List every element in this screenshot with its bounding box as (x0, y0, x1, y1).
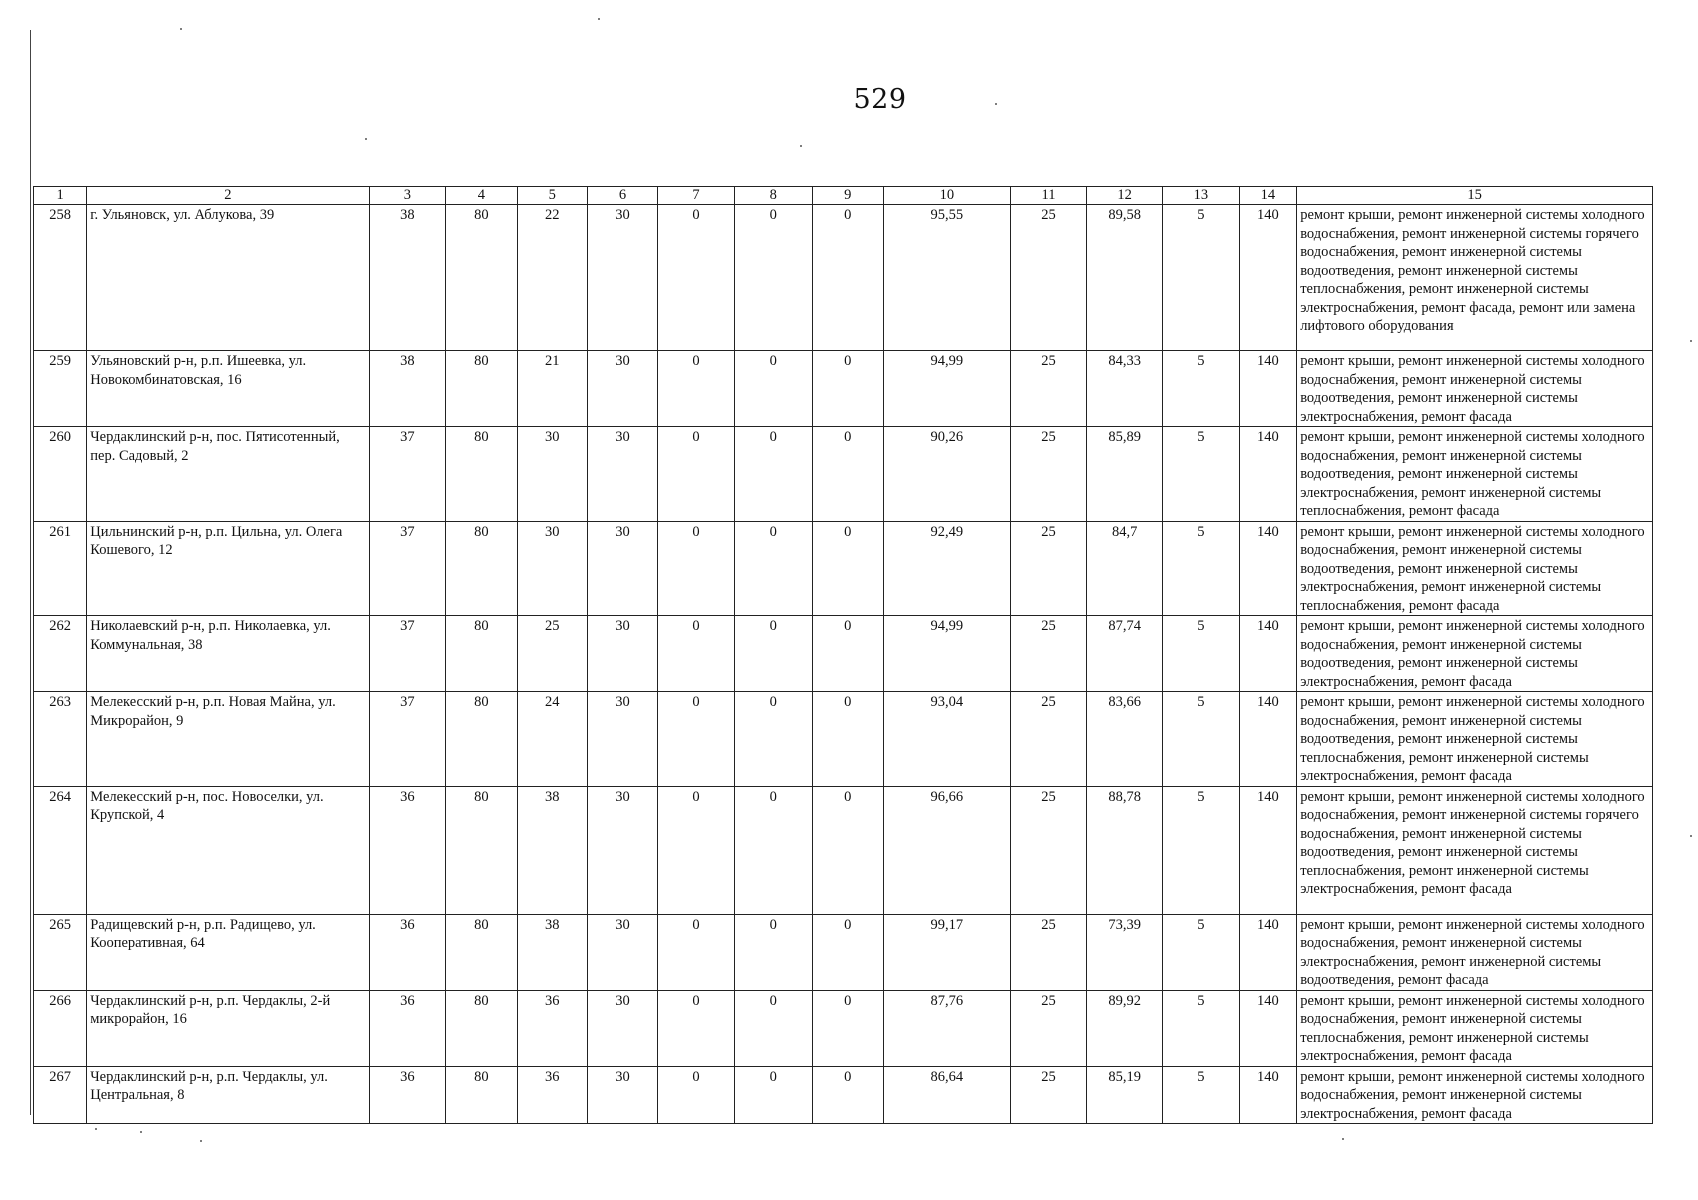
scan-speck (95, 1128, 97, 1130)
cell-col12: 88,78 (1087, 786, 1163, 914)
repair-program-table (33, 186, 1653, 1124)
cell-col13: 5 (1162, 351, 1239, 427)
cell-col6: 30 (587, 616, 657, 692)
table-row (34, 914, 1653, 990)
cell-col14: 140 (1239, 205, 1297, 351)
cell-col11: 25 (1010, 427, 1087, 522)
cell-col5: 30 (517, 521, 587, 616)
cell-col6: 30 (587, 351, 657, 427)
cell-col10: 99,17 (883, 914, 1010, 990)
column-header: 8 (734, 187, 812, 205)
cell-address: Ульяновский р-н, р.п. Ишеевка, ул. Новокомбинатовская, 16 (87, 351, 369, 427)
cell-col6: 30 (587, 205, 657, 351)
cell-col14: 140 (1239, 914, 1297, 990)
cell-col4: 80 (446, 914, 517, 990)
column-header: 3 (369, 187, 446, 205)
cell-col13: 5 (1162, 914, 1239, 990)
cell-col10: 93,04 (883, 692, 1010, 787)
cell-col14: 140 (1239, 692, 1297, 787)
cell-col7: 0 (658, 616, 735, 692)
cell-col10: 96,66 (883, 786, 1010, 914)
cell-col4: 80 (446, 1066, 517, 1124)
cell-row-number: 266 (34, 990, 87, 1066)
cell-col6: 30 (587, 786, 657, 914)
cell-col3: 36 (369, 914, 446, 990)
cell-col6: 30 (587, 914, 657, 990)
table-row (34, 616, 1653, 692)
cell-col12: 85,89 (1087, 427, 1163, 522)
cell-col7: 0 (658, 692, 735, 787)
cell-col10: 94,99 (883, 616, 1010, 692)
cell-col6: 30 (587, 1066, 657, 1124)
table-row (34, 351, 1653, 427)
scan-speck (1690, 340, 1692, 342)
cell-col5: 24 (517, 692, 587, 787)
cell-col12: 84,33 (1087, 351, 1163, 427)
cell-col12: 89,92 (1087, 990, 1163, 1066)
cell-col6: 30 (587, 427, 657, 522)
column-header: 1 (34, 187, 87, 205)
cell-row-number: 260 (34, 427, 87, 522)
column-header: 15 (1297, 187, 1653, 205)
cell-col5: 22 (517, 205, 587, 351)
table-row (34, 427, 1653, 522)
cell-row-number: 267 (34, 1066, 87, 1124)
cell-address: Николаевский р-н, р.п. Николаевка, ул. Коммунальная, 38 (87, 616, 369, 692)
cell-col3: 37 (369, 616, 446, 692)
scan-speck (180, 28, 182, 30)
cell-work-types: ремонт крыши, ремонт инженерной системы холодного водоснабжения, ремонт инженерной системы горячего водоснабжения, ремонт инженерной системы водоотведения, ремонт инженерной системы теплоснабжения, ремонт инженерной системы электроснабжения, ремонт фасада (1297, 786, 1653, 914)
cell-col9: 0 (812, 692, 883, 787)
cell-col12: 73,39 (1087, 914, 1163, 990)
cell-col8: 0 (734, 692, 812, 787)
column-header: 14 (1239, 187, 1297, 205)
cell-col11: 25 (1010, 786, 1087, 914)
scan-speck (800, 145, 802, 147)
cell-col11: 25 (1010, 1066, 1087, 1124)
cell-row-number: 261 (34, 521, 87, 616)
column-header: 10 (883, 187, 1010, 205)
cell-col4: 80 (446, 616, 517, 692)
cell-work-types: ремонт крыши, ремонт инженерной системы холодного водоснабжения, ремонт инженерной системы электроснабжения, ремонт фасада (1297, 1066, 1653, 1124)
cell-col12: 84,7 (1087, 521, 1163, 616)
scan-speck (1690, 835, 1692, 837)
cell-work-types: ремонт крыши, ремонт инженерной системы холодного водоснабжения, ремонт инженерной системы водоотведения, ремонт инженерной системы электроснабжения, ремонт фасада (1297, 616, 1653, 692)
cell-col12: 83,66 (1087, 692, 1163, 787)
cell-work-types: ремонт крыши, ремонт инженерной системы холодного водоснабжения, ремонт инженерной системы теплоснабжения, ремонт инженерной системы электроснабжения, ремонт фасада (1297, 990, 1653, 1066)
cell-col4: 80 (446, 351, 517, 427)
cell-col5: 36 (517, 990, 587, 1066)
cell-col8: 0 (734, 914, 812, 990)
column-header: 5 (517, 187, 587, 205)
cell-col8: 0 (734, 990, 812, 1066)
table-row (34, 521, 1653, 616)
cell-col7: 0 (658, 427, 735, 522)
page-number: 529 (853, 84, 907, 115)
cell-col8: 0 (734, 521, 812, 616)
cell-col3: 37 (369, 692, 446, 787)
cell-address: Чердаклинский р-н, пос. Пятисотенный, пер. Садовый, 2 (87, 427, 369, 522)
column-header: 12 (1087, 187, 1163, 205)
cell-col3: 36 (369, 786, 446, 914)
cell-col3: 36 (369, 1066, 446, 1124)
cell-col8: 0 (734, 351, 812, 427)
scan-speck (1342, 1138, 1344, 1140)
cell-col11: 25 (1010, 692, 1087, 787)
cell-col13: 5 (1162, 786, 1239, 914)
table-row (34, 692, 1653, 787)
cell-col9: 0 (812, 427, 883, 522)
cell-col5: 36 (517, 1066, 587, 1124)
cell-address: Чердаклинский р-н, р.п. Чердаклы, 2-й микрорайон, 16 (87, 990, 369, 1066)
cell-col6: 30 (587, 521, 657, 616)
cell-work-types: ремонт крыши, ремонт инженерной системы холодного водоснабжения, ремонт инженерной системы водоотведения, ремонт инженерной системы электроснабжения, ремонт инженерной системы теплоснабжения, ремонт фасада (1297, 521, 1653, 616)
cell-col8: 0 (734, 786, 812, 914)
cell-col4: 80 (446, 205, 517, 351)
cell-col13: 5 (1162, 616, 1239, 692)
cell-col7: 0 (658, 521, 735, 616)
column-header: 4 (446, 187, 517, 205)
cell-col5: 25 (517, 616, 587, 692)
cell-address: г. Ульяновск, ул. Аблукова, 39 (87, 205, 369, 351)
cell-col8: 0 (734, 427, 812, 522)
cell-col14: 140 (1239, 616, 1297, 692)
cell-col13: 5 (1162, 427, 1239, 522)
cell-col7: 0 (658, 205, 735, 351)
cell-work-types: ремонт крыши, ремонт инженерной системы холодного водоснабжения, ремонт инженерной системы водоотведения, ремонт инженерной системы теплоснабжения, ремонт инженерной системы электроснабжения, ремонт фасада (1297, 692, 1653, 787)
cell-col14: 140 (1239, 1066, 1297, 1124)
cell-col11: 25 (1010, 616, 1087, 692)
cell-col3: 37 (369, 521, 446, 616)
cell-address: Мелекесский р-н, р.п. Новая Майна, ул. Микрорайон, 9 (87, 692, 369, 787)
cell-work-types: ремонт крыши, ремонт инженерной системы холодного водоснабжения, ремонт инженерной системы водоотведения, ремонт инженерной системы электроснабжения, ремонт фасада (1297, 351, 1653, 427)
column-header: 6 (587, 187, 657, 205)
scan-speck (995, 103, 997, 105)
cell-col6: 30 (587, 692, 657, 787)
cell-col6: 30 (587, 990, 657, 1066)
cell-col9: 0 (812, 786, 883, 914)
cell-col5: 38 (517, 786, 587, 914)
scan-speck (200, 1140, 202, 1142)
cell-col13: 5 (1162, 692, 1239, 787)
cell-col4: 80 (446, 521, 517, 616)
cell-work-types: ремонт крыши, ремонт инженерной системы холодного водоснабжения, ремонт инженерной системы электроснабжения, ремонт инженерной системы водоотведения, ремонт фасада (1297, 914, 1653, 990)
scan-speck (365, 138, 367, 140)
cell-col14: 140 (1239, 990, 1297, 1066)
cell-col7: 0 (658, 914, 735, 990)
cell-col11: 25 (1010, 990, 1087, 1066)
table-row (34, 786, 1653, 914)
cell-row-number: 259 (34, 351, 87, 427)
cell-col5: 38 (517, 914, 587, 990)
cell-col7: 0 (658, 990, 735, 1066)
cell-col3: 36 (369, 990, 446, 1066)
cell-col10: 95,55 (883, 205, 1010, 351)
cell-row-number: 258 (34, 205, 87, 351)
cell-col10: 87,76 (883, 990, 1010, 1066)
table-row (34, 1066, 1653, 1124)
cell-col7: 0 (658, 1066, 735, 1124)
cell-col14: 140 (1239, 786, 1297, 914)
cell-col9: 0 (812, 351, 883, 427)
cell-col3: 38 (369, 205, 446, 351)
cell-col9: 0 (812, 521, 883, 616)
cell-col5: 30 (517, 427, 587, 522)
cell-col4: 80 (446, 786, 517, 914)
cell-col9: 0 (812, 616, 883, 692)
cell-col7: 0 (658, 786, 735, 914)
cell-col14: 140 (1239, 427, 1297, 522)
column-header: 13 (1162, 187, 1239, 205)
cell-col10: 94,99 (883, 351, 1010, 427)
cell-col11: 25 (1010, 521, 1087, 616)
cell-work-types: ремонт крыши, ремонт инженерной системы холодного водоснабжения, ремонт инженерной системы горячего водоснабжения, ремонт инженерной системы водоотведения, ремонт инженерной системы теплоснабжения, ремонт инженерной системы электроснабжения, ремонт фасада, ремонт или замена лифтового оборудования (1297, 205, 1653, 351)
cell-col9: 0 (812, 990, 883, 1066)
cell-col8: 0 (734, 205, 812, 351)
cell-col4: 80 (446, 990, 517, 1066)
column-header: 9 (812, 187, 883, 205)
cell-col7: 0 (658, 351, 735, 427)
cell-row-number: 264 (34, 786, 87, 914)
cell-row-number: 262 (34, 616, 87, 692)
column-header: 2 (87, 187, 369, 205)
scan-speck (140, 1131, 142, 1133)
cell-col14: 140 (1239, 351, 1297, 427)
scan-left-edge-line (30, 30, 31, 1115)
cell-col11: 25 (1010, 205, 1087, 351)
cell-col12: 89,58 (1087, 205, 1163, 351)
table-row (34, 990, 1653, 1066)
cell-col10: 92,49 (883, 521, 1010, 616)
cell-col11: 25 (1010, 351, 1087, 427)
scan-speck (598, 18, 600, 20)
cell-col9: 0 (812, 1066, 883, 1124)
cell-col12: 85,19 (1087, 1066, 1163, 1124)
cell-col13: 5 (1162, 1066, 1239, 1124)
column-header: 7 (658, 187, 735, 205)
cell-col8: 0 (734, 1066, 812, 1124)
cell-row-number: 263 (34, 692, 87, 787)
cell-address: Мелекесский р-н, пос. Новоселки, ул. Крупской, 4 (87, 786, 369, 914)
cell-address: Цильнинский р-н, р.п. Цильна, ул. Олега Кошевого, 12 (87, 521, 369, 616)
cell-col9: 0 (812, 914, 883, 990)
cell-col10: 86,64 (883, 1066, 1010, 1124)
cell-col10: 90,26 (883, 427, 1010, 522)
cell-col3: 37 (369, 427, 446, 522)
cell-col13: 5 (1162, 521, 1239, 616)
cell-col11: 25 (1010, 914, 1087, 990)
cell-col13: 5 (1162, 205, 1239, 351)
cell-address: Чердаклинский р-н, р.п. Чердаклы, ул. Центральная, 8 (87, 1066, 369, 1124)
cell-col9: 0 (812, 205, 883, 351)
cell-col4: 80 (446, 692, 517, 787)
cell-col13: 5 (1162, 990, 1239, 1066)
cell-work-types: ремонт крыши, ремонт инженерной системы холодного водоснабжения, ремонт инженерной системы водоотведения, ремонт инженерной системы электроснабжения, ремонт инженерной системы теплоснабжения, ремонт фасада (1297, 427, 1653, 522)
cell-col4: 80 (446, 427, 517, 522)
cell-col12: 87,74 (1087, 616, 1163, 692)
cell-col8: 0 (734, 616, 812, 692)
cell-col14: 140 (1239, 521, 1297, 616)
header-row (34, 187, 1653, 205)
cell-address: Радищевский р-н, р.п. Радищево, ул. Кооперативная, 64 (87, 914, 369, 990)
cell-col3: 38 (369, 351, 446, 427)
cell-row-number: 265 (34, 914, 87, 990)
cell-col5: 21 (517, 351, 587, 427)
table-row (34, 205, 1653, 351)
column-header: 11 (1010, 187, 1087, 205)
